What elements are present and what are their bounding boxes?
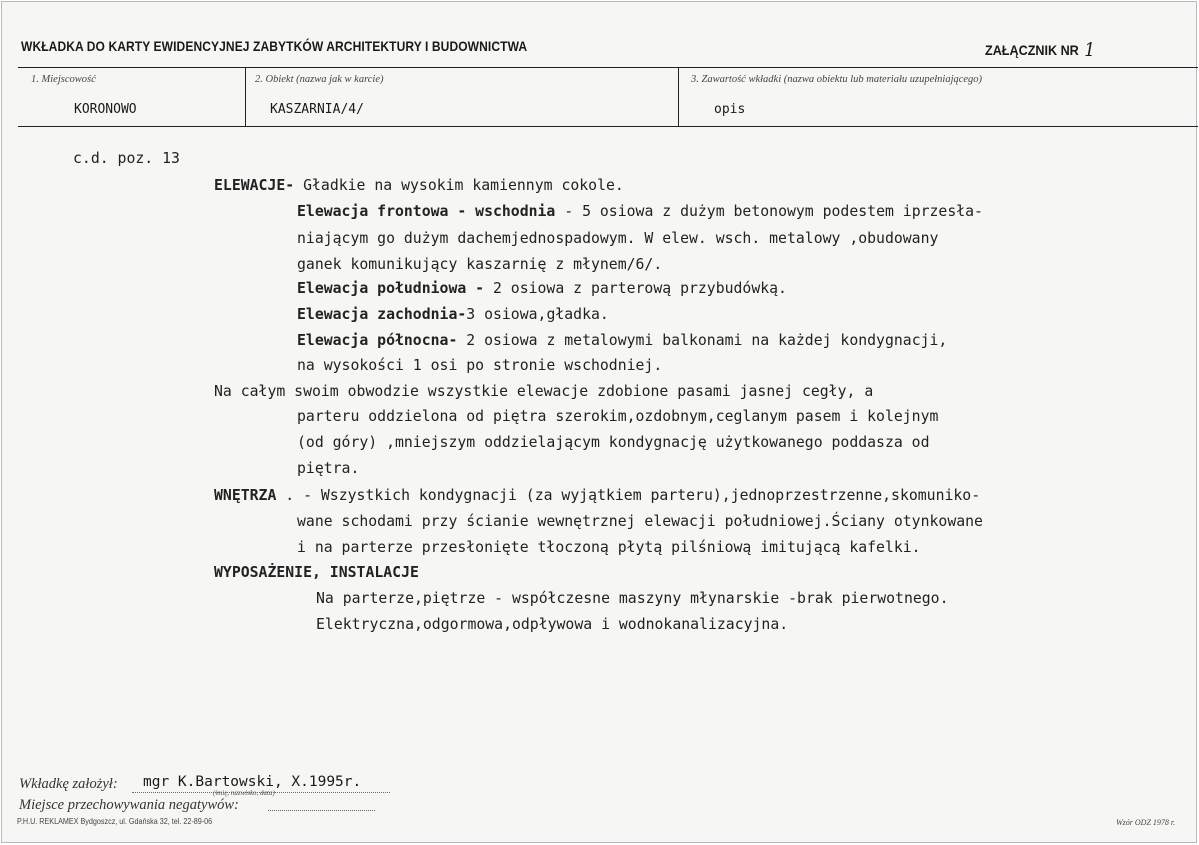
north-elevation-text-1: 2 osiowa z metalowymi balkonami na każdej kondygnacji,: [457, 332, 948, 349]
west-elevation-heading: Elewacja zachodnia-: [297, 306, 467, 323]
form-title: WKŁADKA DO KARTY EWIDENCYJNEJ ZABYTKÓW ARCHITEKTURY I BUDOWNICTWA: [21, 38, 528, 54]
header-top-rule: [18, 67, 1198, 68]
front-elevation-heading: Elewacja frontowa - wschodnia: [297, 203, 556, 220]
interior-text-1: . - Wszystkich kondygnacji (za wyjątkiem parteru),jednoprzestrzenne,skomuniko-: [276, 487, 981, 504]
west-elevation-line: [297, 306, 609, 324]
decoration-text-2: parteru oddzielona od piętra szerokim,ozdobnym,ceglanym pasem i kolejnym: [297, 408, 939, 425]
interior-text-2: wane schodami przy ścianie wewnętrznej elewacji południowej.Ściany otynkowane: [297, 513, 983, 530]
equipment-text-2: Elektryczna,odgormowa,odpływowa i wodnokanalizacyjna.: [316, 616, 789, 633]
field-divider-2: [678, 68, 679, 126]
annex-label-text: ZAŁĄCZNIK NR: [985, 42, 1079, 58]
negatives-location-label: Miejsce przechowywania negatywów:: [19, 797, 239, 813]
place-label: 1. Miejscowość: [31, 74, 96, 85]
negatives-location-dotted-line: [268, 810, 375, 811]
elevations-line: [214, 177, 624, 195]
founded-by-value: mgr K.Bartowski, X.1995r.: [143, 774, 362, 790]
continuation-line: c.d. poz. 13: [73, 150, 180, 167]
north-elevation-heading: Elewacja północna-: [297, 332, 458, 349]
founded-by-caption: (imię, nazwisko, data): [213, 789, 275, 797]
interior-heading: WNĘTRZA: [214, 487, 277, 504]
decoration-text-3: (od góry) ,mniejszym oddzielającym kondygnację użytkowanego poddasza od: [297, 434, 930, 451]
interior-line: [214, 487, 980, 505]
place-value: KORONOWO: [74, 102, 137, 117]
south-elevation-heading: Elewacja południowa -: [297, 280, 485, 297]
printer-imprint: P.H.U. REKLAMEX Bydgoszcz, ul. Gdańska 32, tel. 22-89-06: [17, 817, 213, 826]
equipment-heading-line: [214, 564, 419, 582]
form-pattern: Wzór ODZ 1978 r.: [1116, 818, 1176, 827]
north-elevation-line: [297, 332, 947, 350]
decoration-text-4: piętra.: [297, 460, 360, 477]
south-elevation-line: [297, 280, 787, 298]
annex-number: 1: [1084, 39, 1096, 61]
content-value: opis: [714, 102, 746, 117]
front-elevation-text-3: ganek komunikujący kaszarnię z młynem/6/.: [297, 256, 663, 273]
header-bottom-rule: [18, 126, 1198, 127]
decoration-text-1: Na całym swoim obwodzie wszystkie elewacje zdobione pasami jasnej cegły, a: [214, 383, 874, 400]
founded-by-label: Wkładkę założył:: [19, 776, 118, 792]
west-elevation-text: 3 osiowa,gładka.: [466, 306, 609, 323]
equipment-text-1: Na parterze,piętrze - współczesne maszyny młynarskie -brak pierwotnego.: [316, 590, 949, 607]
south-elevation-text: 2 osiowa z parterową przybudówką.: [484, 280, 787, 297]
elevations-heading: ELEWACJE-: [214, 177, 295, 194]
front-elevation-line: [297, 203, 983, 221]
front-elevation-text-1: - 5 osiowa z dużym betonowym podestem iprzesła-: [555, 203, 983, 220]
object-label: 2. Obiekt (nazwa jak w karcie): [255, 74, 384, 85]
equipment-heading: WYPOSAŻENIE, INSTALACJE: [214, 564, 419, 581]
north-elevation-text-2: na wysokości 1 osi po stronie wschodniej.: [297, 357, 663, 374]
object-value: KASZARNIA/4/: [270, 102, 364, 117]
content-label: 3. Zawartość wkładki (nazwa obiektu lub materiału uzupełniającego): [691, 74, 983, 85]
annex-label: [985, 38, 1095, 60]
field-divider-1: [245, 68, 246, 126]
front-elevation-text-2: niającym go dużym dachemjednospadowym. W elew. wsch. metalowy ,obudowany: [297, 230, 939, 247]
elevations-text: Gładkie na wysokim kamiennym cokole.: [294, 177, 624, 194]
interior-text-3: i na parterze przesłonięte tłoczoną płytą pilśniową imitującą kafelki.: [297, 539, 921, 556]
